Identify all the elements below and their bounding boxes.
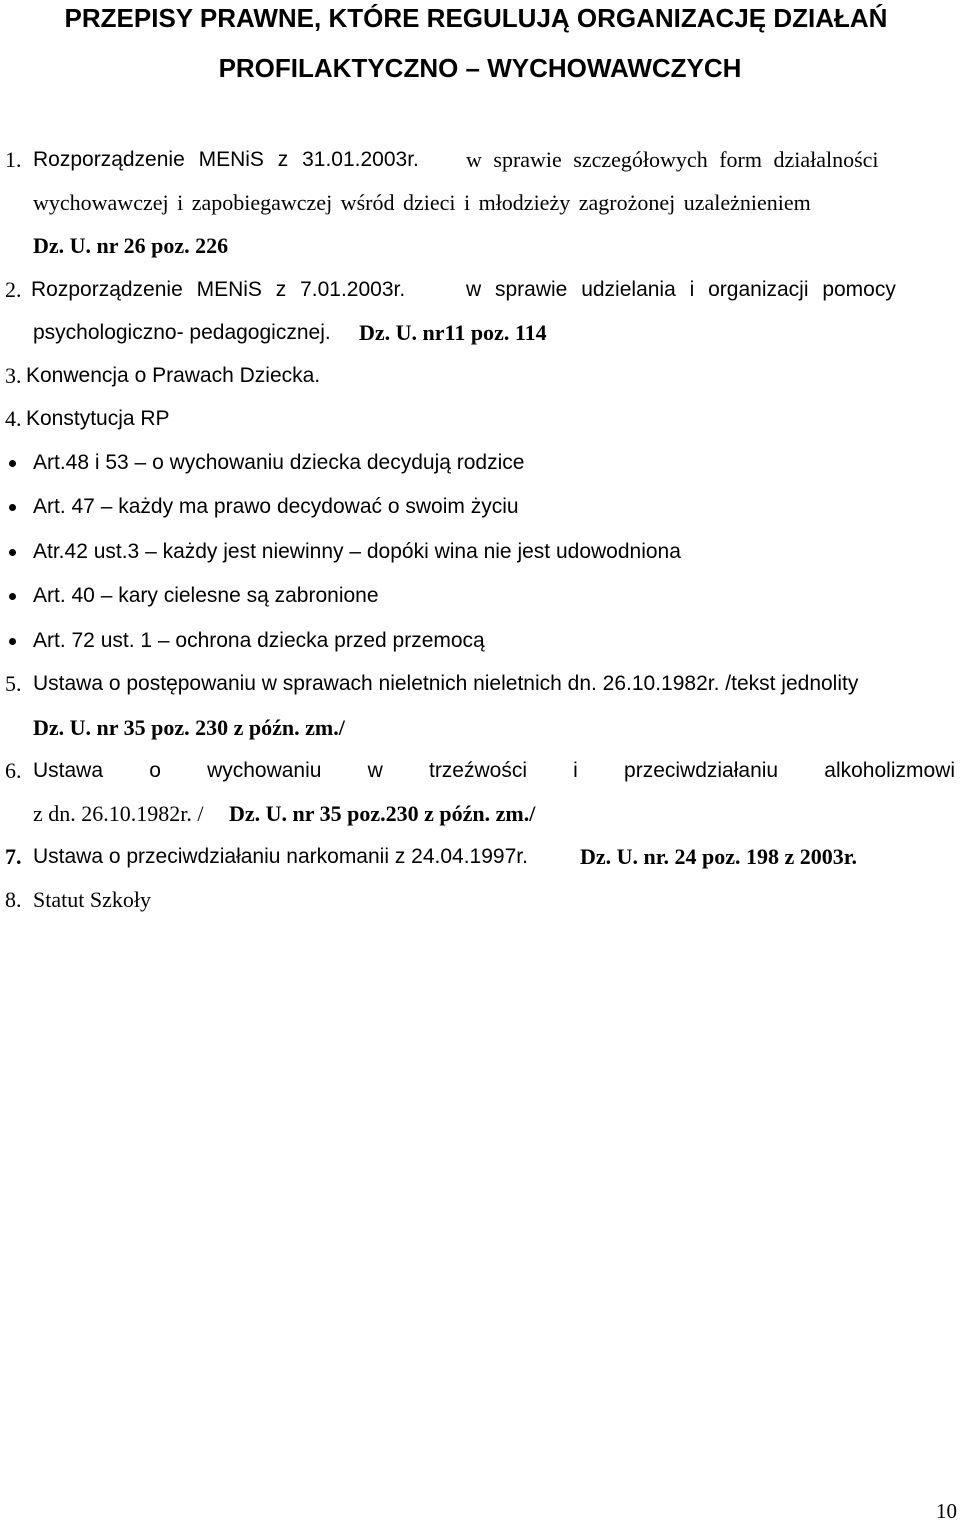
list-item-text: z dn. 26.10.1982r. / bbox=[33, 801, 204, 826]
document-title-line-2: PROFILAKTYCZNO – WYCHOWAWCZYCH bbox=[218, 53, 742, 83]
list-item-number: 4. bbox=[5, 406, 22, 431]
list-item-number: 8. bbox=[5, 887, 22, 912]
list-item-text: psychologiczno- pedagogicznej. bbox=[33, 321, 331, 344]
list-item-text: w sprawie udzielania i organizacji pomocy bbox=[466, 278, 896, 301]
bullet-icon bbox=[9, 593, 16, 600]
legal-reference: Dz. U. nr 26 poz. 226 bbox=[33, 233, 229, 258]
bullet-icon bbox=[9, 638, 16, 645]
bullet-item: Art. 72 ust. 1 – ochrona dziecka przed przemocą bbox=[33, 629, 485, 652]
list-item-number: 6. bbox=[5, 758, 22, 783]
list-item-text: Rozporządzenie MENiS z 31.01.2003r. bbox=[33, 148, 419, 171]
bullet-item: Art. 40 – kary cielesne są zabronione bbox=[33, 584, 379, 607]
bullet-item: Art. 47 – każdy ma prawo decydować o swoim życiu bbox=[33, 495, 519, 518]
list-item-text: Ustawa o wychowaniu w trzeźwości i przeciwdziałaniu alkoholizmowi bbox=[33, 759, 955, 782]
list-item-text: wychowawczej i zapobiegawczej wśród dzieci i młodzieży zagrożonej uzależnieniem bbox=[33, 190, 811, 215]
list-item-number: 3. bbox=[5, 363, 22, 388]
list-item-number: 2. bbox=[5, 277, 22, 302]
bullet-icon bbox=[9, 549, 16, 556]
bullet-icon bbox=[9, 504, 16, 511]
list-item-text: Ustawa o postępowaniu w sprawach nieletnich nieletnich dn. 26.10.1982r. /tekst jednolity bbox=[33, 672, 859, 695]
page-number: 10 bbox=[936, 1499, 957, 1523]
list-item-text: Rozporządzenie MENiS z 7.01.2003r. bbox=[31, 278, 406, 301]
list-item-text: w sprawie szczegółowych form działalności bbox=[466, 147, 879, 172]
bullet-icon bbox=[9, 460, 16, 467]
legal-reference: Dz. U. nr. 24 poz. 198 z 2003r. bbox=[580, 844, 858, 869]
list-item-text: Ustawa o przeciwdziałaniu narkomanii z 24.04.1997r. bbox=[33, 845, 528, 868]
list-item-text: Konstytucja RP bbox=[26, 407, 170, 430]
legal-reference: Dz. U. nr11 poz. 114 bbox=[359, 320, 547, 345]
list-item-text: Konwencja o Prawach Dziecka. bbox=[26, 364, 321, 387]
legal-reference: Dz. U. nr 35 poz. 230 z późn. zm./ bbox=[33, 715, 345, 740]
list-item-text: Statut Szkoły bbox=[33, 887, 151, 912]
document-title-line-1: PRZEPISY PRAWNE, KTÓRE REGULUJĄ ORGANIZACJĘ DZIAŁAŃ bbox=[64, 3, 888, 33]
bullet-item: Atr.42 ust.3 – każdy jest niewinny – dopóki wina nie jest udowodniona bbox=[33, 540, 681, 563]
bullet-item: Art.48 i 53 – o wychowaniu dziecka decydują rodzice bbox=[33, 451, 525, 474]
list-item-number: 5. bbox=[5, 671, 22, 696]
list-item-number: 1. bbox=[5, 147, 22, 172]
legal-reference: Dz. U. nr 35 poz.230 z późn. zm./ bbox=[229, 801, 536, 826]
list-item-number: 7. bbox=[5, 844, 22, 869]
